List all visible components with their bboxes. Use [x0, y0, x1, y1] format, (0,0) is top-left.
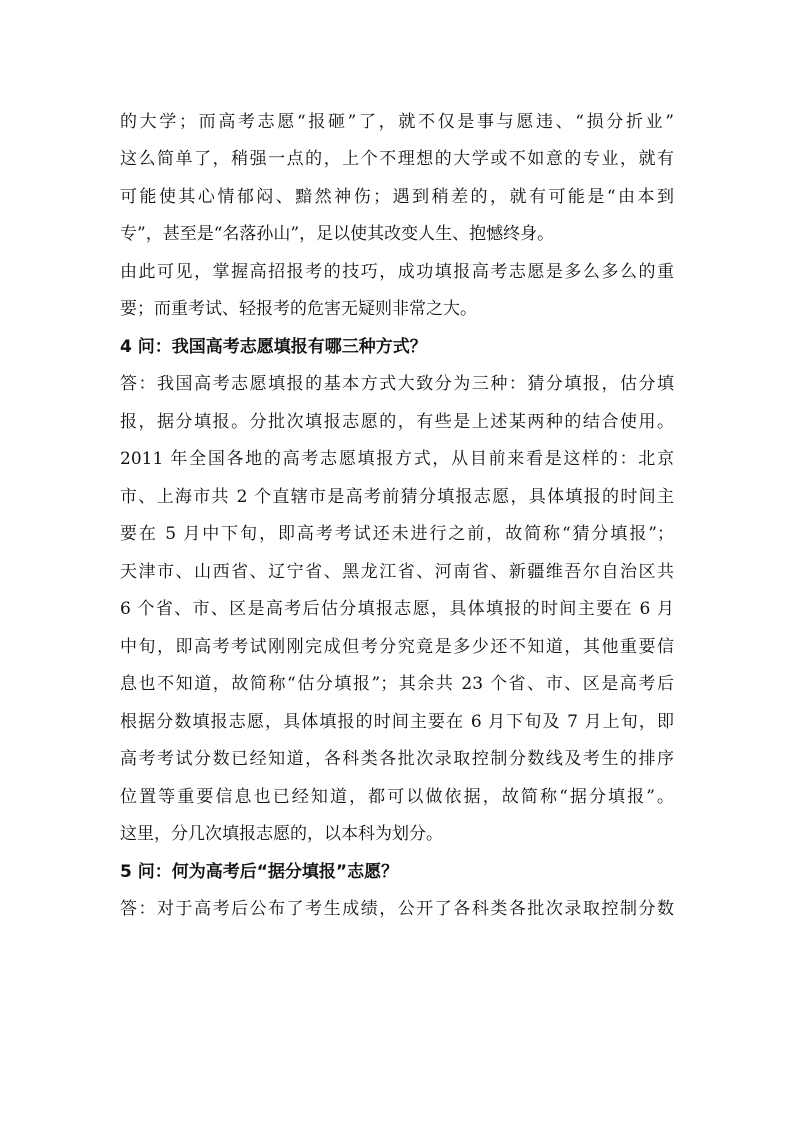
paragraph-line: 息也不知道，故简称“估分填报”；其余共 23 个省、市、区是高考后 — [120, 674, 674, 694]
paragraph-line: 要；而重考试、轻报考的危害无疑则非常之大。 — [120, 299, 477, 319]
paragraph-line: 高考考试分数已经知道，各科类各批次录取控制分数线及考生的排序 — [120, 749, 674, 769]
paragraph-line: 市、上海市共 2 个直辖市是高考前猜分填报志愿，具体填报的时间主 — [120, 487, 674, 507]
paragraph-line: 天津市、山西省、辽宁省、黑龙江省、河南省、新疆维吾尔自治区共 — [120, 562, 674, 582]
paragraph-line: 由此可见，掌握高招报考的技巧，成功填报高考志愿是多么多么的重 — [120, 262, 674, 282]
paragraph-line: 要在 5 月中下旬，即高考考试还未进行之前，故简称“猜分填报”； — [120, 524, 674, 544]
paragraph-line: 这么简单了，稍强一点的，上个不理想的大学或不如意的专业，就有 — [120, 149, 674, 169]
paragraph-line: 中旬，即高考考试刚刚完成但考分究竟是多少还不知道，其他重要信 — [120, 637, 674, 657]
section-heading-q4: 4 问：我国高考志愿填报有哪三种方式？ — [120, 337, 427, 357]
paragraph-line: 这里，分几次填报志愿的，以本科为划分。 — [120, 824, 443, 844]
paragraph-line: 6 个省、市、区是高考后估分填报志愿，具体填报的时间主要在 6 月 — [120, 599, 674, 619]
section-heading-q5: 5 问：何为高考后“据分填报”志愿？ — [120, 862, 399, 882]
paragraph-line: 可能使其心情郁闷、黯然神伤；遇到稍差的，就有可能是“由本到 — [120, 187, 674, 207]
paragraph-line: 位置等重要信息也已经知道，都可以做依据，故简称“据分填报”。 — [120, 787, 674, 807]
paragraph-line: 报，据分填报。分批次填报志愿的，有些是上述某两种的结合使用。 — [120, 412, 674, 432]
paragraph-line: 专”，甚至是“名落孙山”，足以使其改变人生、抱憾终身。 — [120, 224, 555, 244]
paragraph-line: 根据分数填报志愿，具体填报的时间主要在 6 月下旬及 7 月上旬，即 — [120, 712, 674, 732]
paragraph-line: 答：我国高考志愿填报的基本方式大致分为三种：猜分填报，估分填 — [120, 374, 674, 394]
paragraph-line: 2011 年全国各地的高考志愿填报方式，从目前来看是这样的：北京 — [120, 449, 674, 469]
paragraph-line: 答：对于高考后公布了考生成绩，公开了各科类各批次录取控制分数 — [120, 899, 674, 919]
paragraph-line: 的大学；而高考志愿“报砸”了，就不仅是事与愿违、“损分折业” — [120, 112, 674, 132]
